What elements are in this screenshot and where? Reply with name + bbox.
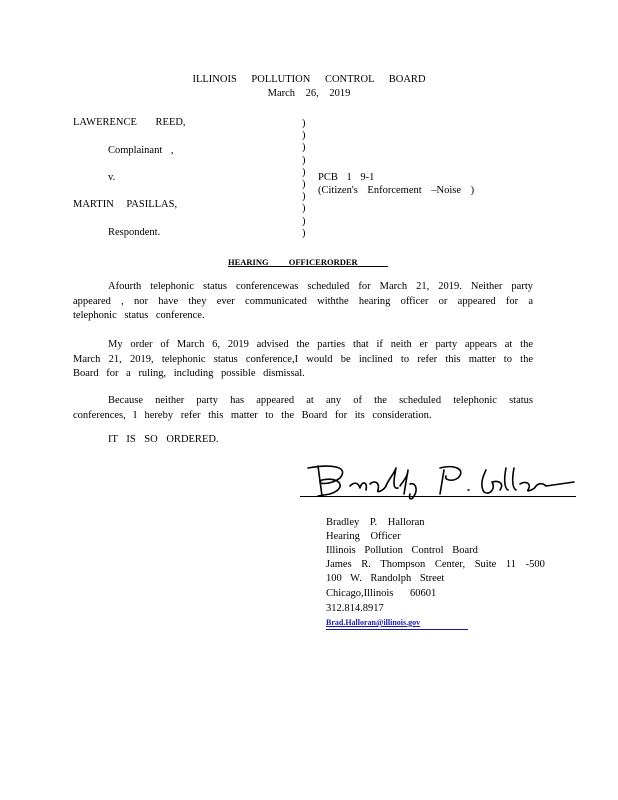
agency-header: ILLINOIS POLLUTION CONTROL BOARD <box>192 74 426 85</box>
signer-title: Hearing Officer <box>326 531 401 542</box>
paragraph-2: My order of March 6, 2019 advised the parties that if neith er party appears at the March 21, 2019, telephonic status conference,I would be inclined to refer this matter to the Board for a ruling, including possible dismissal. <box>73 339 533 379</box>
signer-street: 100 W. Randolph Street <box>326 573 445 584</box>
respondent-role: Respondent. <box>108 227 161 238</box>
respondent-name: MARTIN PASILLAS, <box>73 199 178 210</box>
paragraph-3: Because neither party has appeared at any of the scheduled telephonic status conferences, I hereby refer this matter to the Board for its consideration. <box>73 395 533 421</box>
paragraph-1: Afourth telephonic status conferencewas scheduled for March 21, 2019. Neither party appeared , nor have they ever communicated withthe hearing officer or appeared for a telephonic status conference. <box>73 281 533 321</box>
signer-city: Chicago,Illinois 60601 <box>326 588 437 599</box>
signature-line <box>300 496 576 497</box>
so-ordered: IT IS SO ORDERED. <box>108 434 219 445</box>
signer-building: James R. Thompson Center, Suite 11 -500 <box>326 559 545 570</box>
title-underline <box>228 266 388 267</box>
signer-phone: 312.814.8917 <box>326 603 384 614</box>
email-underline <box>326 629 468 630</box>
order-title: HEARING OFFICERORDER <box>228 257 358 267</box>
case-type: (Citizen's Enforcement –Noise ) <box>318 185 475 196</box>
signer-name: Bradley P. Halloran <box>326 517 425 528</box>
signer-email-link[interactable]: Brad.Halloran@illinois.gov <box>326 618 421 627</box>
complainant-role: Complainant , <box>108 145 174 156</box>
complainant-name: LAWERENCE REED, <box>73 117 186 128</box>
caption-parentheses: ) ) ) ) ) ) ) ) ) ) <box>302 118 306 239</box>
order-date: March 26, 2019 <box>267 88 351 99</box>
versus-label: v. <box>108 172 116 183</box>
signer-org: Illinois Pollution Control Board <box>326 545 478 556</box>
case-number: PCB 1 9-1 <box>318 172 375 183</box>
